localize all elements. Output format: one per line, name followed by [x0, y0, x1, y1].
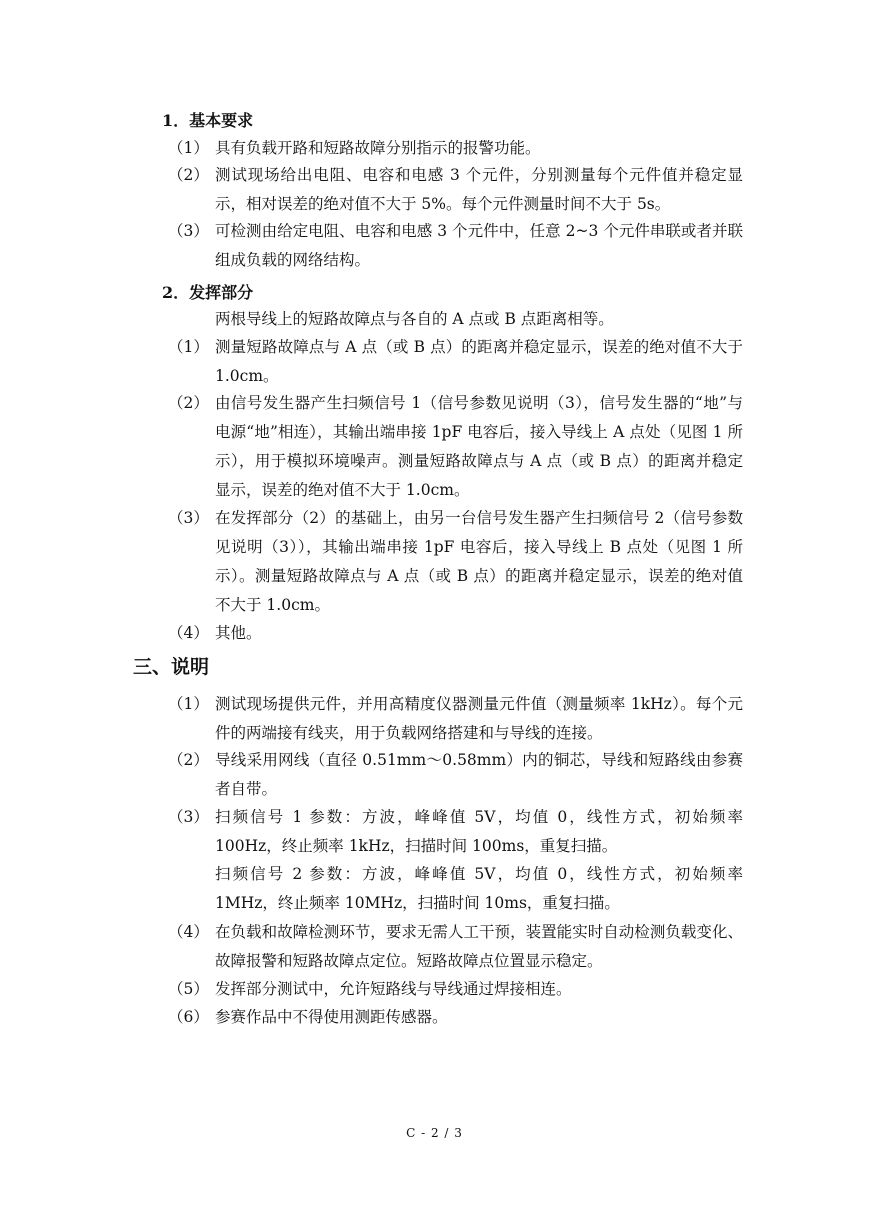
- item-text: 测量短路故障点与 A 点（或 B 点）的距离并稳定显示，误差的绝对值不大于 1.0cm。: [215, 338, 743, 385]
- item-text: 在负载和故障检测环节，要求无需人工干预，装置能实时自动检测负载变化、故障报警和短路故障点定位。短路故障点位置显示稳定。: [215, 923, 743, 970]
- advanced-item-2: [168, 389, 743, 505]
- advanced-item-1: [168, 333, 743, 391]
- item-number: （3）: [168, 808, 209, 826]
- item-text: 参赛作品中不得使用测距传感器。: [215, 1008, 448, 1026]
- notes-item-6: [168, 1003, 743, 1032]
- notes-item-3: [168, 803, 743, 861]
- basic-item-2: [168, 161, 743, 219]
- item-text: 导线采用网线（直径 0.51mm～0.58mm）内的铜芯，导线和短路线由参赛者自带。: [215, 751, 743, 798]
- advanced-item-3: [168, 504, 743, 620]
- item-number: （3）: [168, 509, 209, 527]
- heading-advanced-part: 2．发挥部分: [162, 283, 254, 302]
- item-text: 其他。: [215, 624, 262, 642]
- heading-notes: 三、说明: [133, 656, 210, 678]
- item-number: （1）: [168, 695, 209, 713]
- page-footer: C - 2 / 3: [406, 1126, 463, 1140]
- item-text: 由信号发生器产生扫频信号 1（信号参数见说明（3），信号发生器的“地”与电源“地”相连），其输出端串接 1pF 电容后，接入导线上 A 点处（见图 1 所示），用于模拟环境噪声。测量短路故障点与 A 点（或 B 点）的距离并稳定显示，误差的绝对值不大于 1.0cm。: [215, 394, 743, 499]
- item-number: （4）: [168, 923, 209, 941]
- notes-item-5: [168, 975, 743, 1004]
- item-text: 在发挥部分（2）的基础上，由另一台信号发生器产生扫频信号 2（信号参数见说明（3）），其输出端串接 1pF 电容后，接入导线上 B 点处（见图 1 所示）。测量短路故障点与 A 点（或 B 点）的距离并稳定显示，误差的绝对值不大于 1.0cm。: [215, 509, 743, 614]
- item-number: （1）: [168, 139, 209, 157]
- notes-item-2: [168, 746, 743, 804]
- notes-item-1: [168, 690, 743, 748]
- item-number: （6）: [168, 1008, 209, 1026]
- notes-item-3-continued: [168, 860, 743, 918]
- item-text: 扫频信号 2 参数：方波，峰峰值 5V，均值 0，线性方式，初始频率 1MHz，终止频率 10MHz，扫描时间 10ms，重复扫描。: [215, 865, 743, 912]
- item-number: （1）: [168, 338, 209, 356]
- advanced-item-4: [168, 619, 743, 648]
- notes-item-4: [168, 918, 743, 976]
- item-text: 测试现场提供元件，并用高精度仪器测量元件值（测量频率 1kHz）。每个元件的两端接有线夹，用于负载网络搭建和与导线的连接。: [215, 695, 743, 742]
- heading-basic-requirements: 1．基本要求: [162, 111, 254, 130]
- item-number: （5）: [168, 980, 209, 998]
- item-number: （2）: [168, 394, 209, 412]
- item-text: 扫频信号 1 参数：方波，峰峰值 5V，均值 0，线性方式，初始频率 100Hz，终止频率 1kHz，扫描时间 100ms，重复扫描。: [215, 808, 743, 855]
- item-number: （2）: [168, 166, 209, 184]
- advanced-intro: 两根导线上的短路故障点与各自的 A 点或 B 点距离相等。: [215, 310, 614, 328]
- item-number: （3）: [168, 222, 209, 240]
- item-number: （4）: [168, 624, 209, 642]
- item-text: 可检测由给定电阻、电容和电感 3 个元件中，任意 2~3 个元件串联或者并联组成负载的网络结构。: [215, 222, 743, 269]
- item-text: 具有负载开路和短路故障分别指示的报警功能。: [215, 139, 541, 157]
- item-number: （2）: [168, 751, 209, 769]
- item-text: 测试现场给出电阻、电容和电感 3 个元件，分别测量每个元件值并稳定显示，相对误差的绝对值不大于 5%。每个元件测量时间不大于 5s。: [215, 166, 743, 213]
- basic-item-1: [168, 134, 743, 163]
- basic-item-3: [168, 217, 743, 275]
- item-text: 发挥部分测试中，允许短路线与导线通过焊接相连。: [215, 980, 572, 998]
